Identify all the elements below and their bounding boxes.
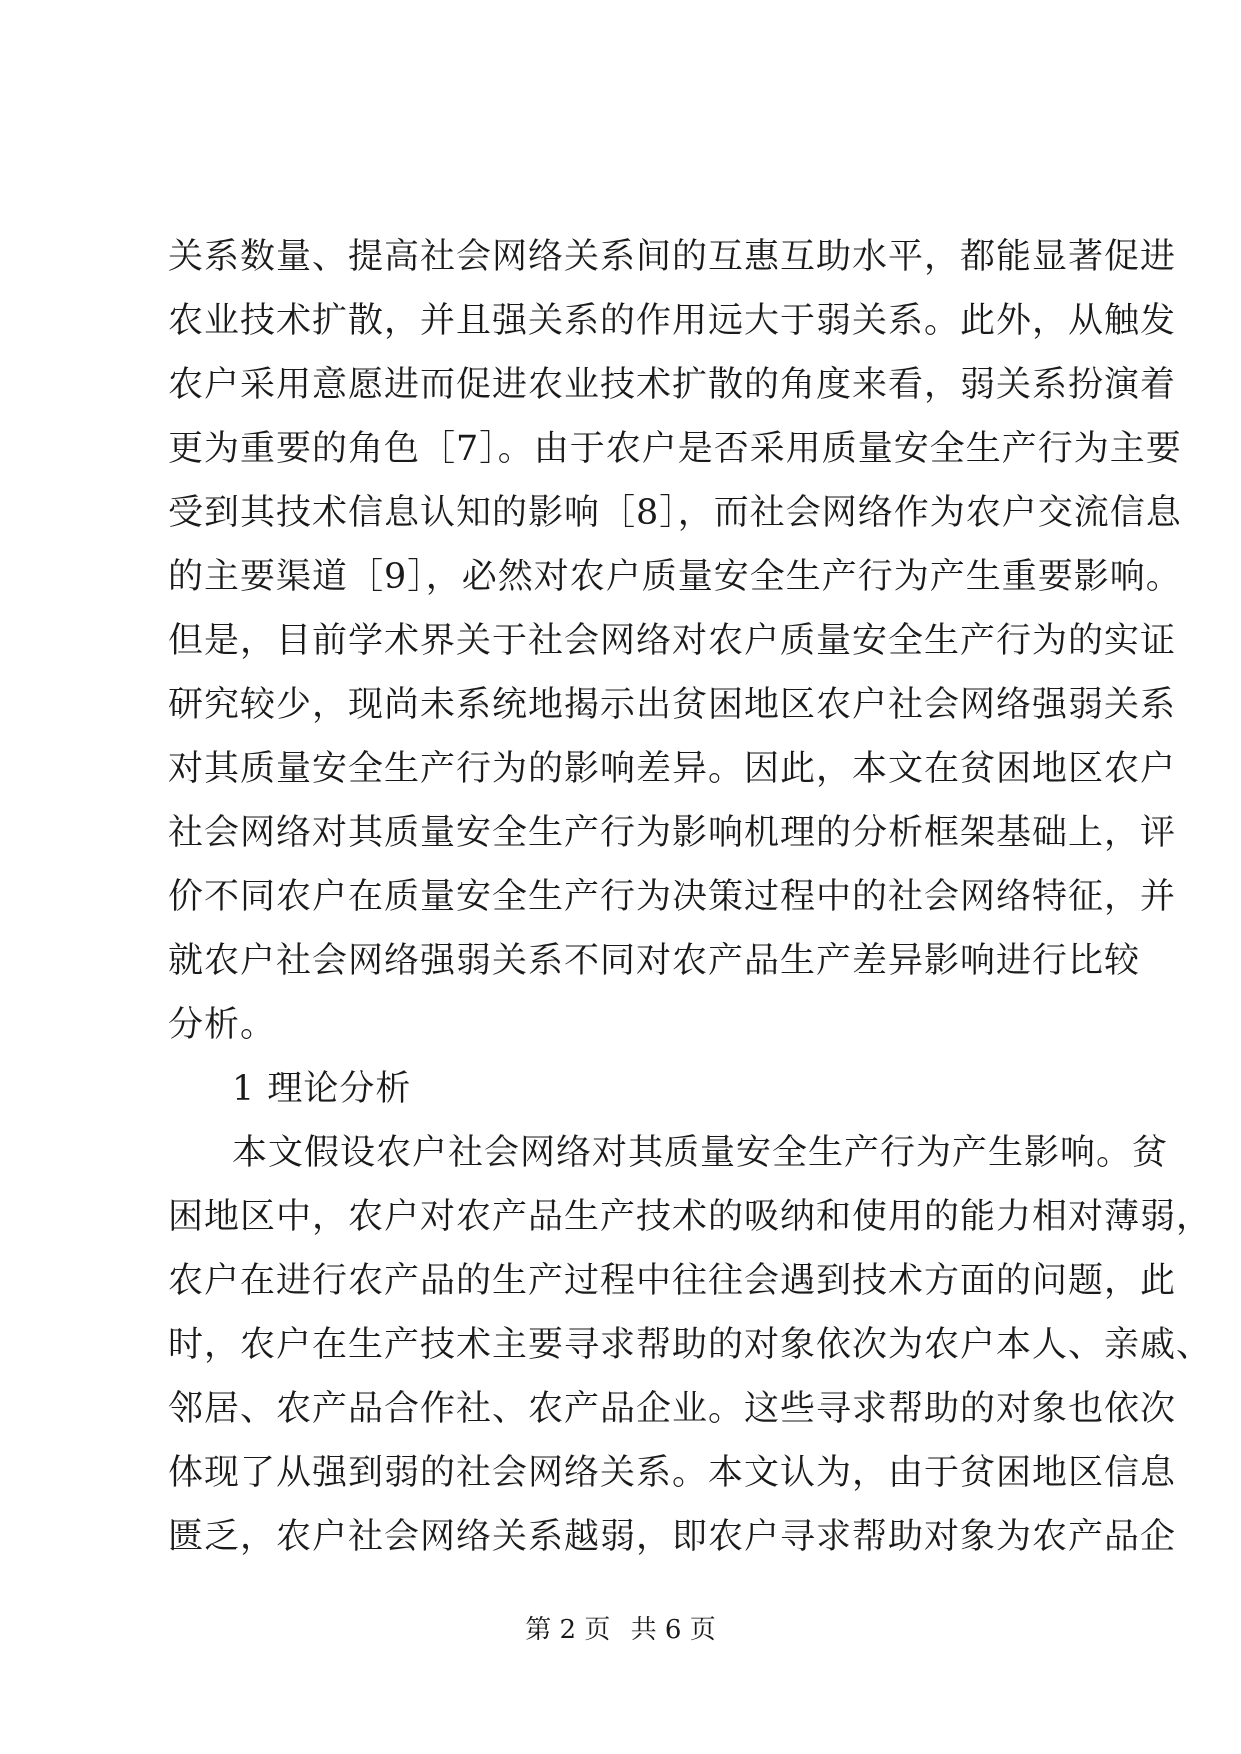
paragraph-line: 邻居、农产品合作社、农产品企业。这些寻求帮助的对象也依次 <box>168 1389 1177 1429</box>
paragraph-line: 分析。 <box>168 1005 277 1045</box>
paragraph-line: 价不同农户在质量安全生产行为决策过程中的社会网络特征，并 <box>168 877 1177 917</box>
paragraph-line: 困地区中，农户对农产品生产技术的吸纳和使用的能力相对薄弱， <box>168 1197 1213 1237</box>
paragraph-line: 就农户社会网络强弱关系不同对农产品生产差异影响进行比较 <box>168 941 1141 981</box>
paragraph-line: 本文假设农户社会网络对其质量安全生产行为产生影响。贫 <box>232 1133 1169 1173</box>
paragraph-line: 社会网络对其质量安全生产行为影响机理的分析框架基础上，评 <box>168 813 1177 853</box>
paragraph-line: 对其质量安全生产行为的影响差异。因此，本文在贫困地区农户 <box>168 749 1177 789</box>
page-total: 共 6 页 <box>630 1615 716 1645</box>
body-text <box>168 225 1213 1569</box>
paragraph-line: 农户在进行农产品的生产过程中往往会遇到技术方面的问题，此 <box>168 1261 1177 1301</box>
paragraph-line: 关系数量、提高社会网络关系间的互惠互助水平，都能显著促进 <box>168 237 1177 277</box>
paragraph-line: 受到其技术信息认知的影响［8］，而社会网络作为农户交流信息 <box>168 493 1182 533</box>
paragraph-line: 体现了从强到弱的社会网络关系。本文认为，由于贫困地区信息 <box>168 1453 1177 1493</box>
paragraph-line: 时，农户在生产技术主要寻求帮助的对象依次为农户本人、亲戚、 <box>168 1325 1213 1365</box>
paragraph-line: 农户采用意愿进而促进农业技术扩散的角度来看，弱关系扮演着 <box>168 365 1177 405</box>
paragraph-line: 农业技术扩散，并且强关系的作用远大于弱关系。此外，从触发 <box>168 301 1177 341</box>
paragraph-line: 更为重要的角色［7］。由于农户是否采用质量安全生产行为主要 <box>168 429 1182 469</box>
page-number: 第 2 页 <box>525 1615 611 1645</box>
section-heading: 1 理论分析 <box>232 1069 412 1109</box>
paragraph-line: 匮乏，农户社会网络关系越弱，即农户寻求帮助对象为农产品企 <box>168 1517 1177 1557</box>
paragraph-line: 研究较少，现尚未系统地揭示出贫困地区农户社会网络强弱关系 <box>168 685 1177 725</box>
paragraph-line: 的主要渠道［9］，必然对农户质量安全生产行为产生重要影响。 <box>168 557 1182 597</box>
paragraph-line: 但是，目前学术界关于社会网络对农户质量安全生产行为的实证 <box>168 621 1177 661</box>
page-footer <box>0 1612 1241 1648</box>
